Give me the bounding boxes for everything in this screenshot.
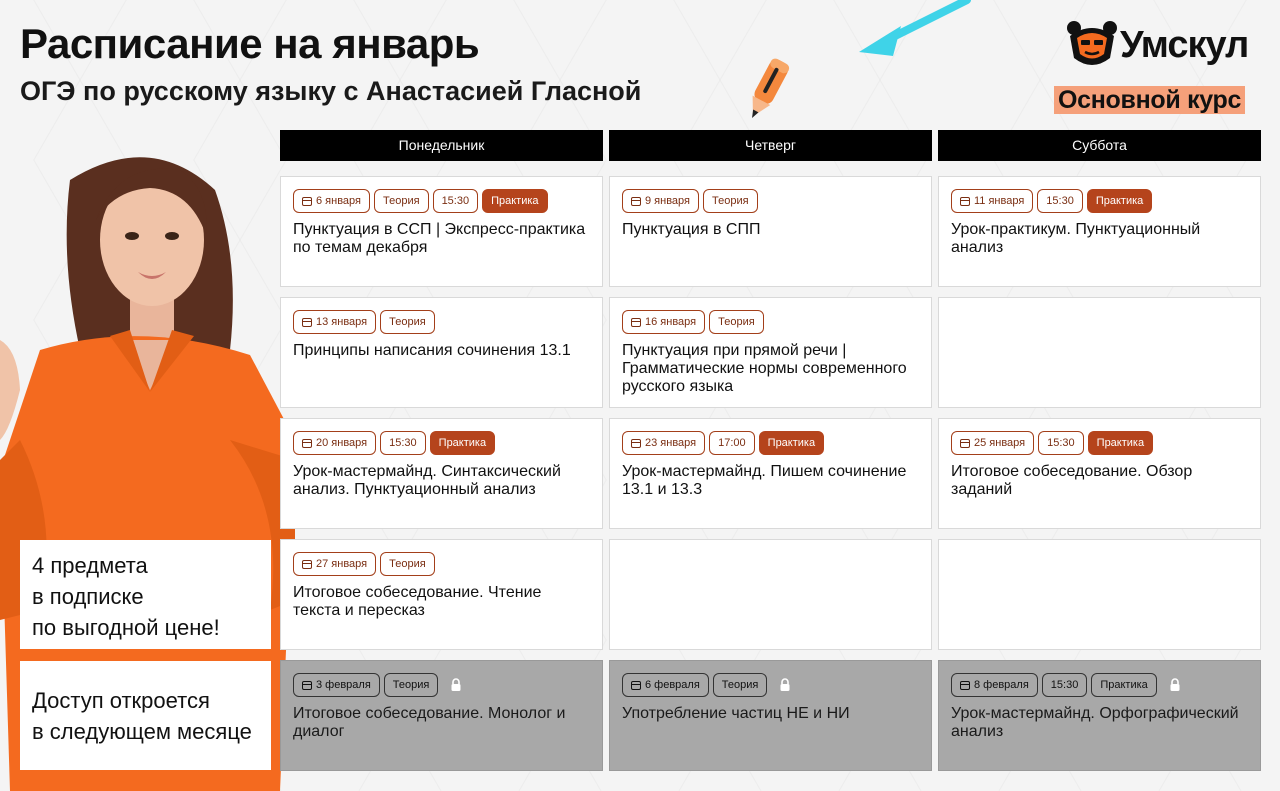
date-tag — [293, 552, 376, 576]
lesson-tags — [951, 673, 1248, 697]
practice-tag — [1088, 431, 1153, 455]
time-tag-label: 15:30 — [1050, 679, 1079, 691]
bear-icon — [1066, 18, 1118, 70]
promo-line: по выгодной цене! — [32, 615, 220, 640]
date-tag — [622, 310, 705, 334]
lesson-title: Принципы написания сочинения 13.1 — [293, 342, 571, 359]
page-subtitle: ОГЭ по русскому языку с Анастасией Гласной — [20, 76, 642, 106]
time-tag — [709, 431, 755, 455]
type-tag — [384, 673, 439, 697]
calendar-icon — [631, 439, 641, 448]
lesson-tags — [293, 673, 590, 697]
type-tag — [374, 189, 429, 213]
lesson-tags — [951, 431, 1248, 455]
time-tag-label: 15:30 — [441, 195, 470, 207]
lesson-title: Итоговое собеседование. Обзор заданий — [951, 463, 1193, 498]
calendar-icon — [960, 439, 970, 448]
lesson-tags — [622, 673, 919, 697]
lesson-tags — [293, 552, 590, 576]
practice-tag — [430, 431, 495, 455]
calendar-icon — [302, 318, 312, 327]
practice-tag-label: Практика — [438, 437, 487, 449]
type-tag — [709, 310, 764, 334]
lesson-tags — [622, 310, 919, 334]
date-tag — [622, 431, 705, 455]
calendar-icon — [631, 681, 641, 690]
time-tag-label: 15:30 — [1046, 195, 1074, 207]
date-tag-label: 6 января — [316, 195, 361, 207]
brand-name: Умскул — [1120, 24, 1249, 66]
practice-tag-label: Практика — [1096, 437, 1145, 449]
calendar-icon — [631, 318, 641, 327]
date-tag-label: 16 января — [645, 316, 697, 328]
lesson-tags — [622, 431, 919, 455]
lesson-tags — [293, 189, 590, 213]
date-tag-label: 3 февраля — [316, 679, 371, 691]
lesson-card[interactable] — [938, 418, 1261, 529]
type-tag — [380, 310, 435, 334]
access-line: Доступ откроется — [32, 688, 210, 713]
lesson-card[interactable] — [280, 418, 603, 529]
type-tag-label: Теория — [383, 195, 420, 207]
time-tag-label: 17:00 — [718, 437, 746, 449]
lesson-card[interactable] — [609, 297, 932, 408]
lock-icon — [448, 677, 464, 693]
lesson-tags — [293, 310, 590, 334]
time-tag — [1042, 673, 1088, 697]
calendar-icon — [631, 197, 641, 206]
access-line: в следующем месяце — [32, 719, 252, 744]
calendar-icon — [960, 197, 970, 206]
date-tag-label: 23 января — [645, 437, 697, 449]
type-tag-label: Теория — [718, 316, 755, 328]
lesson-card[interactable] — [280, 297, 603, 408]
calendar-icon — [302, 560, 312, 569]
practice-tag — [482, 189, 547, 213]
lesson-title: Урок-практикум. Пунктуационный анализ — [951, 221, 1201, 256]
lesson-card[interactable] — [609, 176, 932, 287]
lesson-tags — [293, 431, 590, 455]
brand-logo — [1066, 16, 1266, 76]
time-tag — [1038, 431, 1084, 455]
type-tag-label: Теория — [389, 316, 426, 328]
subscription-promo — [20, 540, 271, 649]
date-tag — [951, 431, 1034, 455]
day-header-saturday: Суббота — [938, 130, 1261, 161]
practice-tag — [759, 431, 824, 455]
lesson-title: Пунктуация в СПП — [622, 221, 761, 238]
lesson-tags — [951, 189, 1248, 213]
lesson-title: Урок-мастермайнд. Синтаксический анализ. Пунктуационный анализ — [293, 463, 561, 498]
page-title: Расписание на январь — [20, 20, 480, 67]
promo-line: 4 предмета — [32, 553, 148, 578]
type-tag-label: Теория — [721, 679, 759, 691]
promo-line: в подписке — [32, 584, 144, 609]
practice-tag — [1087, 189, 1152, 213]
empty-slot — [938, 297, 1261, 408]
lesson-title: Пунктуация при прямой речи | Грамматические нормы современного русского языка — [622, 342, 907, 395]
lesson-title: Урок-мастермайнд. Орфографический анализ — [951, 705, 1239, 740]
date-tag — [951, 673, 1038, 697]
date-tag — [293, 673, 380, 697]
time-tag — [433, 189, 479, 213]
practice-tag-label: Практика — [491, 195, 539, 207]
date-tag — [622, 673, 709, 697]
practice-tag-label: Практика — [767, 437, 816, 449]
type-tag — [703, 189, 758, 213]
practice-tag-label: Практика — [1095, 195, 1144, 207]
pen-icon — [738, 50, 798, 126]
lesson-title: Урок-мастермайнд. Пишем сочинение 13.1 и 13.3 — [622, 463, 907, 498]
lesson-card[interactable] — [280, 539, 603, 650]
arrow-icon — [855, 0, 975, 60]
date-tag-label: 11 января — [974, 195, 1025, 207]
day-header-thursday: Четверг — [609, 130, 932, 161]
lesson-title: Итоговое собеседование. Монолог и диалог — [293, 705, 566, 740]
type-tag — [713, 673, 768, 697]
date-tag-label: 27 января — [316, 558, 368, 570]
type-tag — [380, 552, 435, 576]
lock-icon — [1167, 677, 1183, 693]
lesson-card[interactable] — [938, 660, 1261, 771]
day-headers — [280, 130, 1261, 161]
date-tag-label: 13 января — [316, 316, 368, 328]
time-tag — [380, 431, 426, 455]
date-tag-label: 9 января — [645, 195, 690, 207]
date-tag-label: 6 февраля — [645, 679, 700, 691]
date-tag — [293, 310, 376, 334]
lock-icon — [777, 677, 793, 693]
access-notice — [20, 661, 271, 770]
type-tag-label: Теория — [389, 558, 426, 570]
schedule-grid — [280, 176, 1261, 771]
lesson-card[interactable] — [938, 176, 1261, 287]
lesson-card[interactable] — [609, 660, 932, 771]
date-tag-label: 25 января — [974, 437, 1026, 449]
date-tag-label: 8 февраля — [974, 679, 1029, 691]
time-tag — [1037, 189, 1083, 213]
type-tag-label: Теория — [392, 679, 430, 691]
empty-slot — [609, 539, 932, 650]
time-tag-label: 15:30 — [1047, 437, 1075, 449]
lesson-card[interactable] — [280, 660, 603, 771]
date-tag-label: 20 января — [316, 437, 368, 449]
practice-tag — [1091, 673, 1156, 697]
calendar-icon — [302, 197, 312, 206]
time-tag-label: 15:30 — [389, 437, 417, 449]
date-tag — [951, 189, 1033, 213]
empty-slot — [938, 539, 1261, 650]
date-tag — [622, 189, 699, 213]
calendar-icon — [302, 681, 312, 690]
calendar-icon — [302, 439, 312, 448]
practice-tag-label: Практика — [1100, 679, 1148, 691]
lesson-title: Пунктуация в ССП | Экспресс-практика по темам декабря — [293, 221, 586, 256]
date-tag — [293, 431, 376, 455]
lesson-card[interactable] — [609, 418, 932, 529]
type-tag-label: Теория — [712, 195, 749, 207]
lesson-title: Употребление частиц НЕ и НИ — [622, 705, 850, 722]
calendar-icon — [960, 681, 970, 690]
lesson-title: Итоговое собеседование. Чтение текста и пересказ — [293, 584, 542, 619]
date-tag — [293, 189, 370, 213]
course-badge: Основной курс — [1054, 86, 1245, 114]
day-header-monday: Понедельник — [280, 130, 603, 161]
lesson-card[interactable] — [280, 176, 603, 287]
lesson-tags — [622, 189, 919, 213]
